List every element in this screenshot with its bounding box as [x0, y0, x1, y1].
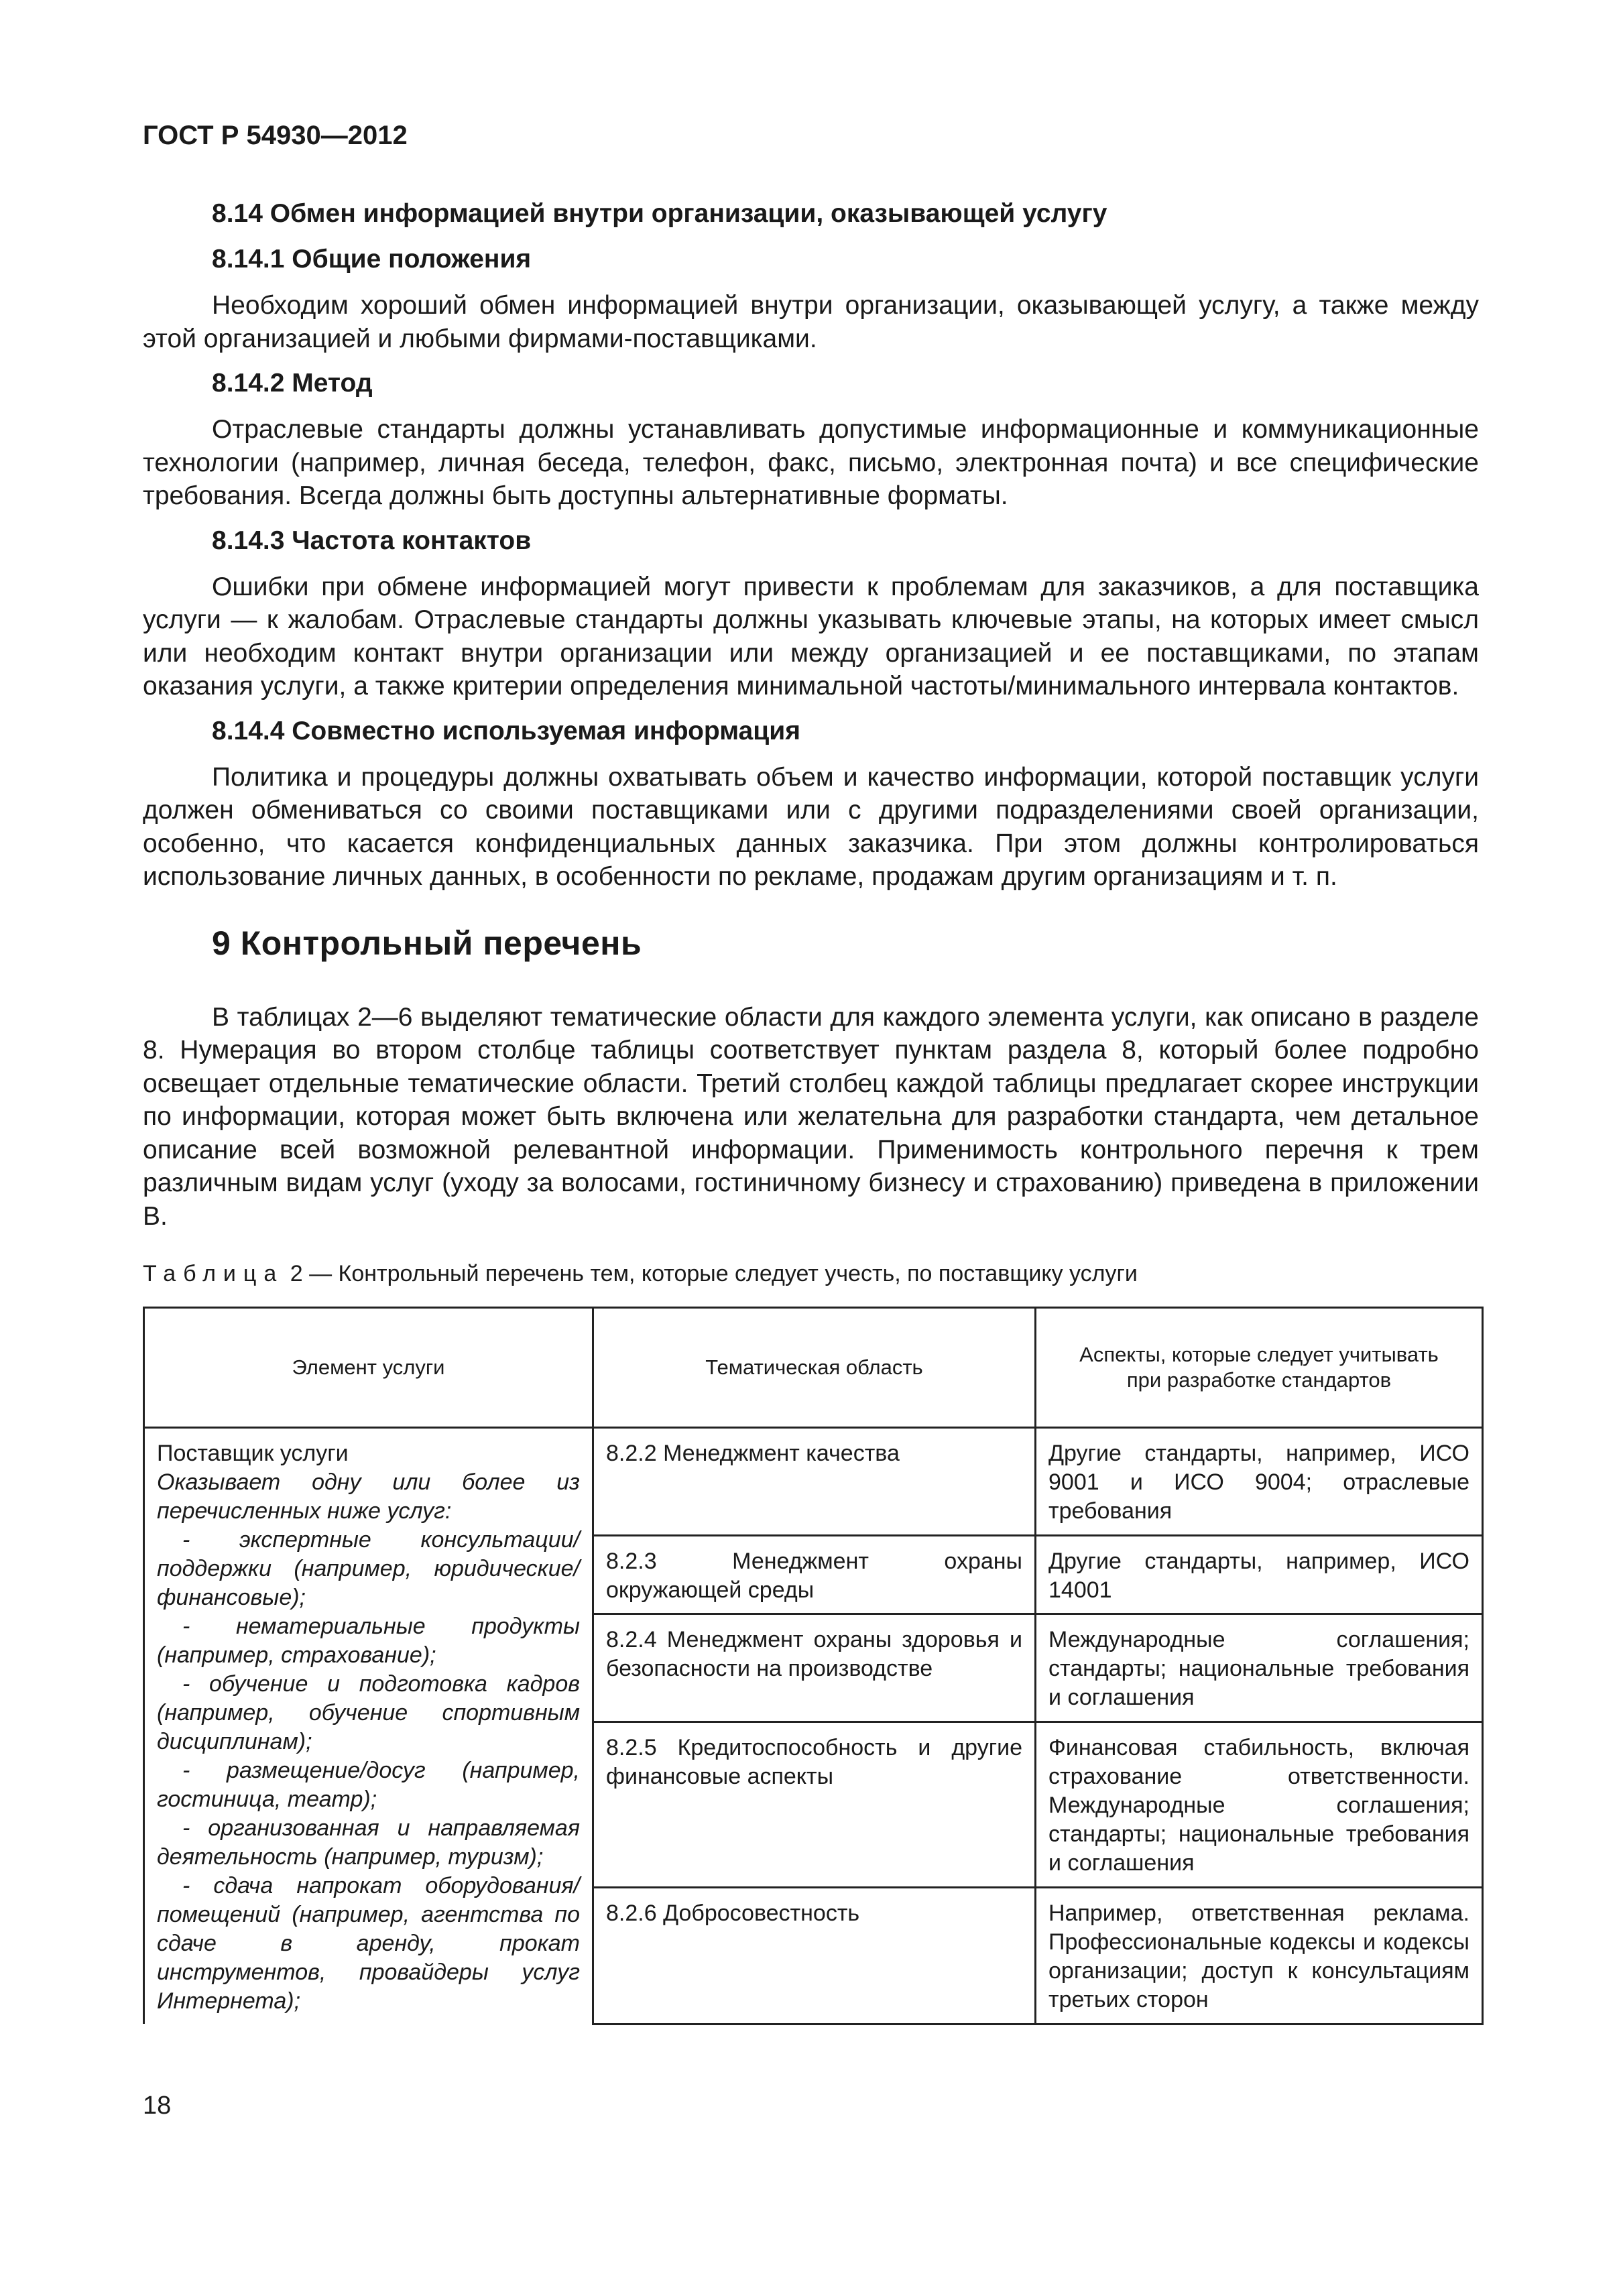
thematic-area-cell: [593, 1614, 1036, 1722]
aspects-cell: [1036, 1887, 1483, 2024]
section-heading-9: 9 Контрольный перечень: [212, 924, 642, 962]
thematic-area-cell: [593, 1721, 1036, 1887]
section-text-8-14-3: Ошибки при обмене информацией могут привести к проблемам для заказчиков, а для поставщика услуги — к жалобам. Отраслевые стандарты должны указывать ключевые этапы, на которых имеет смысл или необходим контакт внутри организации или между организацией и ее поставщиками, по этапам оказания услуги, а также критерии определения минимальной частоты/минимального интервала контактов.: [143, 572, 1479, 701]
aspects-text: Международные соглашения; стандарты; национальные требования и соглашения: [1048, 1627, 1469, 1711]
service-element-item: - экспертные консультации/поддержки (например, юридические/финансовые);: [157, 1527, 580, 1610]
aspects-cell: [1036, 1614, 1483, 1722]
section-heading-8-14-3: 8.14.3 Частота контактов: [212, 526, 532, 555]
thematic-area-text: 8.2.6 Добросовестность: [606, 1900, 860, 1926]
section-text-9: В таблицах 2—6 выделяют тематические области для каждого элемента услуги, как описано в разделе 8. Нумерация во втором столбце таблицы соответствует пунктам раздела 8, который более подробно освещает отдельные тематические области. Третий столбец каждой таблицы предлагает скорее инструкции по информации, которая может быть включена или желательна для разработки стандарта, чем детальное описание всей возможной релевантной информации. Применимость контрольного перечня к трем различным видам услуг (уходу за волосами, гостиничному бизнесу и страхованию) приведена в приложении В.: [143, 1002, 1479, 1231]
thematic-area-text: 8.2.2 Менеджмент качества: [606, 1441, 900, 1466]
thematic-area-cell: [593, 1535, 1036, 1614]
table-header-cell: Аспекты, которые следует учитывать при разработке стандартов: [1036, 1308, 1483, 1428]
aspects-cell: [1036, 1721, 1483, 1887]
section-heading-8-14-4: 8.14.4 Совместно используемая информация: [212, 716, 800, 745]
thematic-area-text: 8.2.4 Менеджмент охраны здоровья и безопасности на производстве: [606, 1627, 1022, 1682]
table-caption-text: 2 — Контрольный перечень тем, которые следует учесть, по поставщику услуги: [284, 1261, 1138, 1286]
checklist-table: [143, 1307, 1484, 2025]
service-element-item: - сдача напрокат оборудования/помещений (например, агентства по сдаче в аренду, прокат инструментов, провайдеры услуг Интернета);: [157, 1873, 580, 2014]
table-header-cell: Элемент услуги: [144, 1308, 593, 1428]
table-caption-label: Таблица: [143, 1261, 284, 1286]
service-element-item: - нематериальные продукты (например, страхование);: [157, 1614, 580, 1668]
thematic-area-text: 8.2.3 Менеджмент охраны окружающей среды: [606, 1548, 1022, 1603]
page-content: [143, 198, 1479, 2025]
section-heading-8-14-1: 8.14.1 Общие положения: [212, 245, 532, 274]
aspects-text: Другие стандарты, например, ИСО 14001: [1048, 1548, 1469, 1603]
table-caption: [143, 1260, 1479, 1288]
service-element-cell: [144, 1428, 593, 2025]
section-text-8-14-2: Отраслевые стандарты должны устанавливать допустимые информационные и коммуникационные технологии (например, личная беседа, телефон, факс, письмо, электронная почта) и все специфические требования. Всегда должны быть доступны альтернативные форматы.: [143, 415, 1479, 510]
aspects-text: Финансовая стабильность, включая страхование ответственности. Международные соглашения; стандарты; национальные требования и соглашения: [1048, 1734, 1469, 1876]
service-element-item: - обучение и подготовка кадров (например, обучение спортивным дисциплинам);: [157, 1671, 580, 1754]
thematic-area-cell: [593, 1887, 1036, 2024]
document-code: ГОСТ Р 54930—2012: [143, 121, 408, 150]
aspects-cell: [1036, 1535, 1483, 1614]
table-header-row: [144, 1308, 1483, 1428]
section-text-8-14-1: Необходим хороший обмен информацией внутри организации, оказывающей услугу, а также между этой организацией и любыми фирмами-поставщиками.: [143, 291, 1479, 353]
section-heading-8-14: 8.14 Обмен информацией внутри организации, оказывающей услугу: [212, 199, 1107, 228]
aspects-text: Например, ответственная реклама. Профессиональные кодексы и кодексы организации; доступ к консультациям третьих сторон: [1048, 1900, 1469, 2012]
service-element-item: - размещение/досуг (например, гостиница, театр);: [157, 1758, 580, 1812]
service-element-title: Поставщик услуги: [157, 1441, 349, 1466]
section-heading-8-14-2: 8.14.2 Метод: [212, 369, 373, 398]
section-text-8-14-4: Политика и процедуры должны охватывать объем и качество информации, которой поставщик услуги должен обмениваться со своими поставщиками или с другими подразделениями своей организации, особенно, что касается конфиденциальных данных заказчика. При этом должны контролироваться использование личных данных, в особенности по рекламе, продажам другим организациям и т. п.: [143, 762, 1479, 891]
aspects-text: Другие стандарты, например, ИСО 9001 и ИСО 9004; отраслевые требования: [1048, 1441, 1469, 1524]
aspects-cell: [1036, 1428, 1483, 1536]
thematic-area-cell: [593, 1428, 1036, 1536]
thematic-area-text: 8.2.5 Кредитоспособность и другие финансовые аспекты: [606, 1734, 1022, 1789]
service-element-item: - организованная и направляемая деятельность (например, туризм);: [157, 1815, 580, 1870]
service-element-intro: Оказывает одну или более из перечисленных ниже услуг:: [157, 1469, 580, 1524]
page-number: 18: [143, 2092, 172, 2120]
table-header-cell: Тематическая область: [593, 1308, 1036, 1428]
table-row: [144, 1428, 1483, 1536]
